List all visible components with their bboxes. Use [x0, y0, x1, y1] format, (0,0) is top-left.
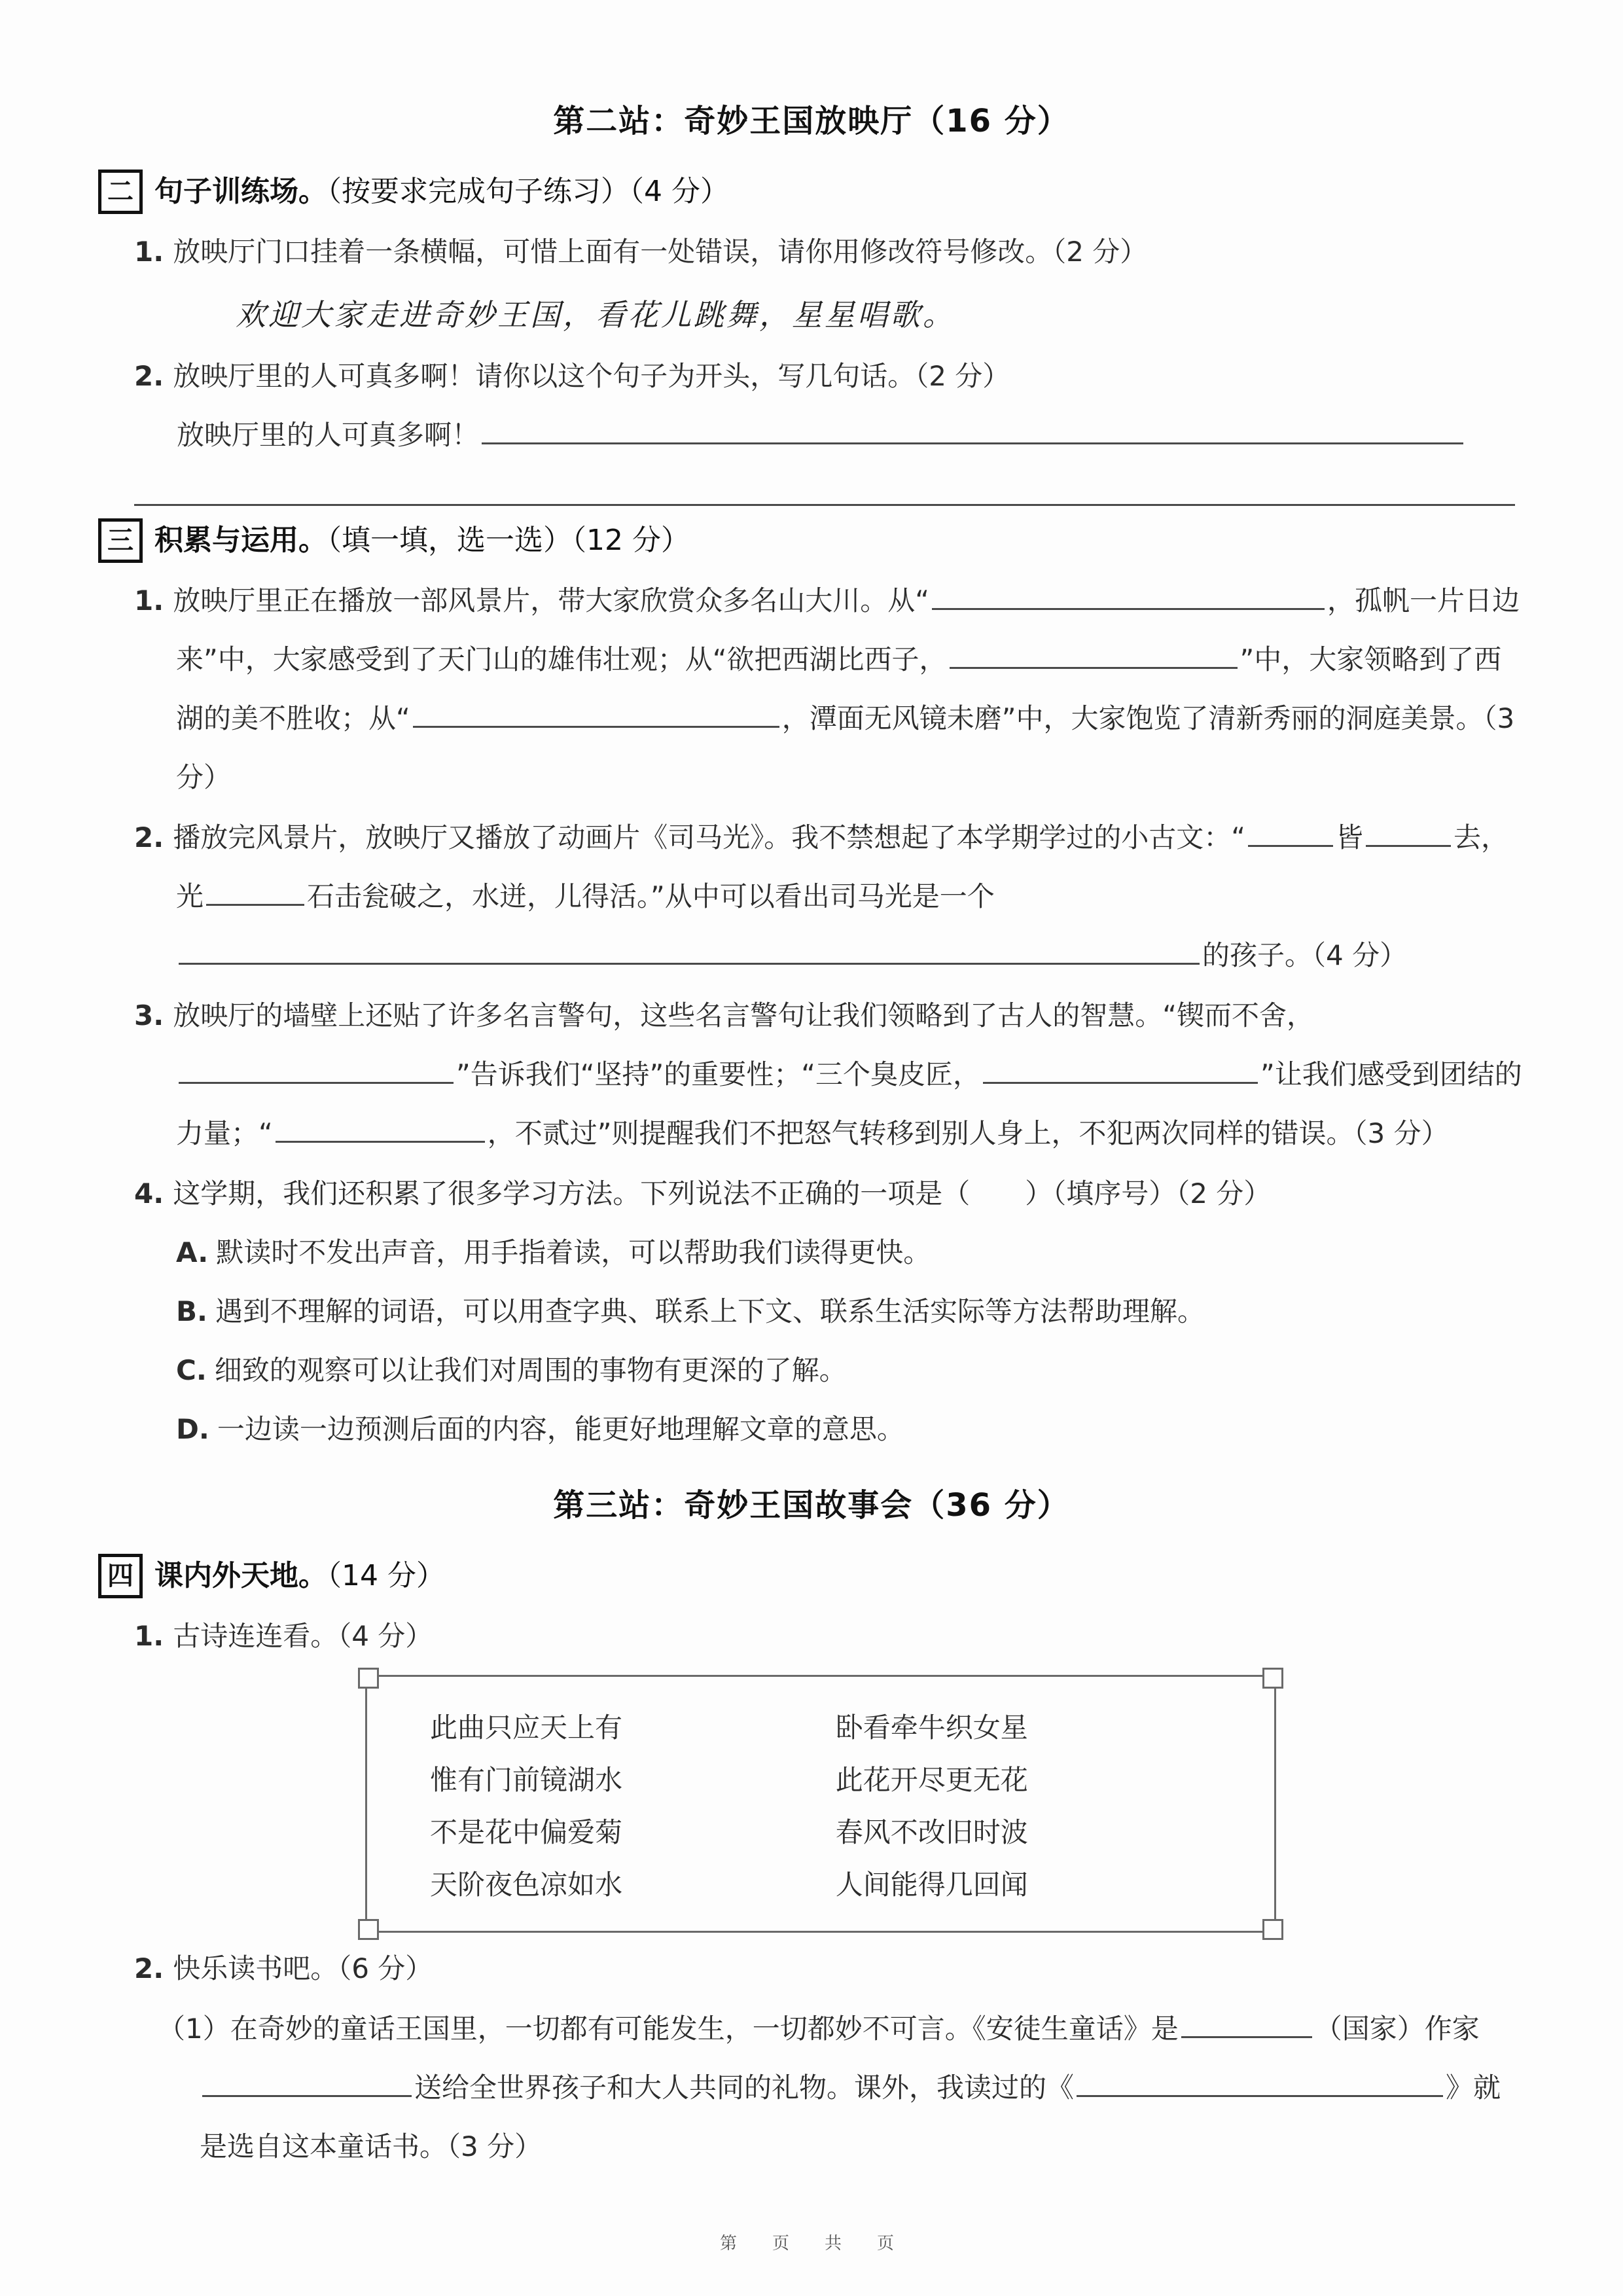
- question-number: 4.: [134, 1177, 164, 1210]
- section-note: （14 分）: [327, 1559, 445, 1592]
- question-text-segment: 播放完风景片，放映厅又播放了动画片《司马光》。我不禁想起了本学期学过的小古文：“: [173, 821, 1245, 853]
- section-heading: [154, 511, 690, 570]
- question-text-segment: ，潭面无风镜未磨”中，大家饱览了清新秀丽的洞庭美景。（3 分）: [176, 702, 1515, 793]
- question-text-segment: 去，光: [176, 821, 1508, 912]
- poem-line-left[interactable]: 惟有门前镜湖水: [430, 1764, 623, 1796]
- answer-blank[interactable]: [413, 697, 779, 728]
- question-text-segment: ”让我们感受到团结的力量；“: [176, 1058, 1522, 1149]
- section-accumulate-use: [98, 511, 1525, 570]
- box-corner-ornament: [1262, 1919, 1283, 1940]
- poem-line-right[interactable]: 此花开尽更无花: [835, 1764, 1028, 1796]
- question-text: 快乐读书吧。（6 分）: [173, 1952, 433, 1984]
- answer-blank[interactable]: [202, 2066, 412, 2097]
- poem-match-row: [430, 1859, 1228, 1911]
- question-text: 放映厅里的人可真多啊！请你以这个句子为开头，写几句话。（2 分）: [173, 360, 1010, 392]
- question-banner-correction: [134, 223, 1525, 281]
- station3-title: 第三站：奇妙王国故事会（36 分）: [553, 1487, 1070, 1524]
- section-heading-text: 课内外天地。: [154, 1559, 327, 1592]
- question-number: 1.: [134, 584, 164, 617]
- poem-match-row: [430, 1702, 1228, 1754]
- answer-blank[interactable]: [983, 1053, 1258, 1084]
- question-happy-reading: [134, 1939, 1525, 1998]
- question-text-segment: ”中，大家领略到了西湖的美不胜收；从“: [176, 643, 1502, 734]
- section-heading: [154, 162, 729, 221]
- question-text-segment: 放映厅里正在播放一部风景片，带大家欣赏众多名山大川。从“: [173, 584, 929, 617]
- question-number: 2.: [134, 1952, 164, 1984]
- answer-blank[interactable]: [950, 638, 1238, 669]
- question-text-segment: 》就是选自这本童话书。（3 分）: [200, 2072, 1501, 2162]
- question-sentence-writing: [134, 347, 1525, 406]
- poem-match-row: [430, 1806, 1228, 1859]
- answer-blank[interactable]: [932, 579, 1325, 610]
- question-simaguang-fill: [134, 808, 1525, 985]
- question-poem-matching: [134, 1607, 1525, 1666]
- question-text: 放映厅门口挂着一条横幅，可惜上面有一处错误，请你用修改符号修改。（2 分）: [173, 236, 1148, 268]
- section-heading: [154, 1547, 445, 1605]
- answer-blank[interactable]: [179, 1053, 454, 1084]
- box-corner-ornament: [1262, 1668, 1283, 1689]
- option-label: D.: [176, 1413, 209, 1445]
- section-number-badge: 二: [98, 170, 143, 214]
- question-text: 古诗连连看。（4 分）: [173, 1620, 433, 1652]
- box-corner-ornament: [358, 1919, 379, 1940]
- question-poem-fill: [134, 571, 1525, 807]
- section-number-badge: 三: [98, 518, 143, 563]
- answer-blank[interactable]: [1077, 2066, 1443, 2097]
- option-text: 默读时不发出声音，用手指着读，可以帮助我们读得更快。: [216, 1236, 931, 1268]
- option-label: B.: [176, 1295, 207, 1327]
- poem-line-right[interactable]: 卧看牵牛织女星: [835, 1712, 1028, 1744]
- choice-option-d[interactable]: [176, 1400, 1525, 1459]
- question-text-segment: 放映厅的墙壁上还贴了许多名言警句，这些名言警句让我们领略到了古人的智慧。“锲而不舍，: [173, 999, 1314, 1031]
- section-note: （按要求完成句子练习）（4 分）: [327, 175, 729, 208]
- answer-blank[interactable]: [482, 414, 1463, 444]
- option-label: C.: [176, 1354, 207, 1386]
- question-multiple-choice: [134, 1164, 1525, 1223]
- question-number: 2.: [134, 360, 164, 392]
- poem-match-row: [430, 1754, 1228, 1806]
- question-text-segment: （国家）作家: [1314, 2013, 1480, 2045]
- box-corner-ornament: [358, 1668, 379, 1689]
- question-text-segment: ，不贰过”则提醒我们不把怒气转移到别人身上，不犯两次同样的错误。（3 分）: [487, 1117, 1449, 1149]
- option-label: A.: [176, 1236, 209, 1268]
- answer-blank[interactable]: [276, 1112, 485, 1143]
- choice-option-b[interactable]: [176, 1282, 1525, 1341]
- poem-line-right[interactable]: 春风不改旧时波: [835, 1816, 1028, 1848]
- question-number: 1.: [134, 1620, 164, 1652]
- station2-title: 第二站：奇妙王国放映厅（16 分）: [553, 103, 1070, 139]
- section-sentence-training: [98, 162, 1525, 221]
- choice-option-c[interactable]: [176, 1341, 1525, 1400]
- poem-line-right[interactable]: 人间能得几回闻: [835, 1869, 1028, 1901]
- question-number: 3.: [134, 999, 164, 1031]
- section-in-out-class: [98, 1547, 1525, 1605]
- question-text-segment: 送给全世界孩子和大人共同的礼物。课外，我读过的《: [414, 2072, 1075, 2104]
- question-text-segment: ，孤帆一片日边来”中，大家感受到了天门山的雄伟壮观；从“欲把西湖比西子，: [176, 584, 1520, 675]
- answer-blank[interactable]: [1181, 2007, 1312, 2038]
- option-text: 一边读一边预测后面的内容，能更好地理解文章的意思。: [217, 1413, 904, 1445]
- section-heading-text: 句子训练场。: [154, 175, 327, 208]
- section-heading-text: 积累与运用。: [154, 524, 327, 557]
- question-text-segment: 石击瓮破之，水迸，儿得活。”从中可以看出司马光是一个: [307, 880, 995, 912]
- opening-text: 放映厅里的人可真多啊！: [177, 419, 480, 451]
- choice-option-a[interactable]: [176, 1223, 1525, 1282]
- question-text-segment: （1）在奇妙的童话王国里，一切都有可能发生，一切都妙不可言。《安徒生童话》是: [158, 2013, 1179, 2045]
- option-text: 遇到不理解的词语，可以用查字典、联系上下文、联系生活实际等方法帮助理解。: [215, 1295, 1205, 1327]
- answer-blank[interactable]: [206, 875, 304, 906]
- sentence-opening-line: [177, 406, 1525, 465]
- question-text: 这学期，我们还积累了很多学习方法。下列说法不正确的一项是（ ）（填序号）（2 分）: [173, 1177, 1272, 1210]
- question-number: 2.: [134, 821, 164, 853]
- option-text: 细致的观察可以让我们对周围的事物有更深的了解。: [214, 1354, 847, 1386]
- banner-sentence-to-correct[interactable]: 欢迎大家走进奇妙王国，看花儿跳舞，星星唱歌。: [236, 297, 955, 332]
- poem-line-left[interactable]: 不是花中偏爱菊: [430, 1816, 623, 1848]
- question-text-segment: 皆: [1335, 821, 1363, 853]
- question-text-segment: 的孩子。（4 分）: [1202, 939, 1408, 971]
- answer-blank[interactable]: [1248, 816, 1333, 847]
- question-text-segment: ”告诉我们“坚持”的重要性；“三个臭皮匠，: [456, 1058, 981, 1090]
- question-number: 1.: [134, 236, 164, 268]
- section-note: （填一填，选一选）（12 分）: [327, 524, 690, 557]
- poem-matching-box: [365, 1675, 1276, 1933]
- section-number-badge: 四: [98, 1554, 143, 1598]
- poem-line-left[interactable]: 此曲只应天上有: [430, 1712, 623, 1744]
- poem-line-left[interactable]: 天阶夜色凉如水: [430, 1869, 623, 1901]
- page-footer: 第 页 共 页: [719, 2234, 903, 2253]
- answer-blank-line[interactable]: [134, 465, 1515, 506]
- question-andersen-fill: [134, 2000, 1525, 2176]
- answer-blank[interactable]: [1366, 816, 1451, 847]
- answer-blank[interactable]: [179, 934, 1200, 965]
- question-proverbs-fill: [134, 986, 1525, 1163]
